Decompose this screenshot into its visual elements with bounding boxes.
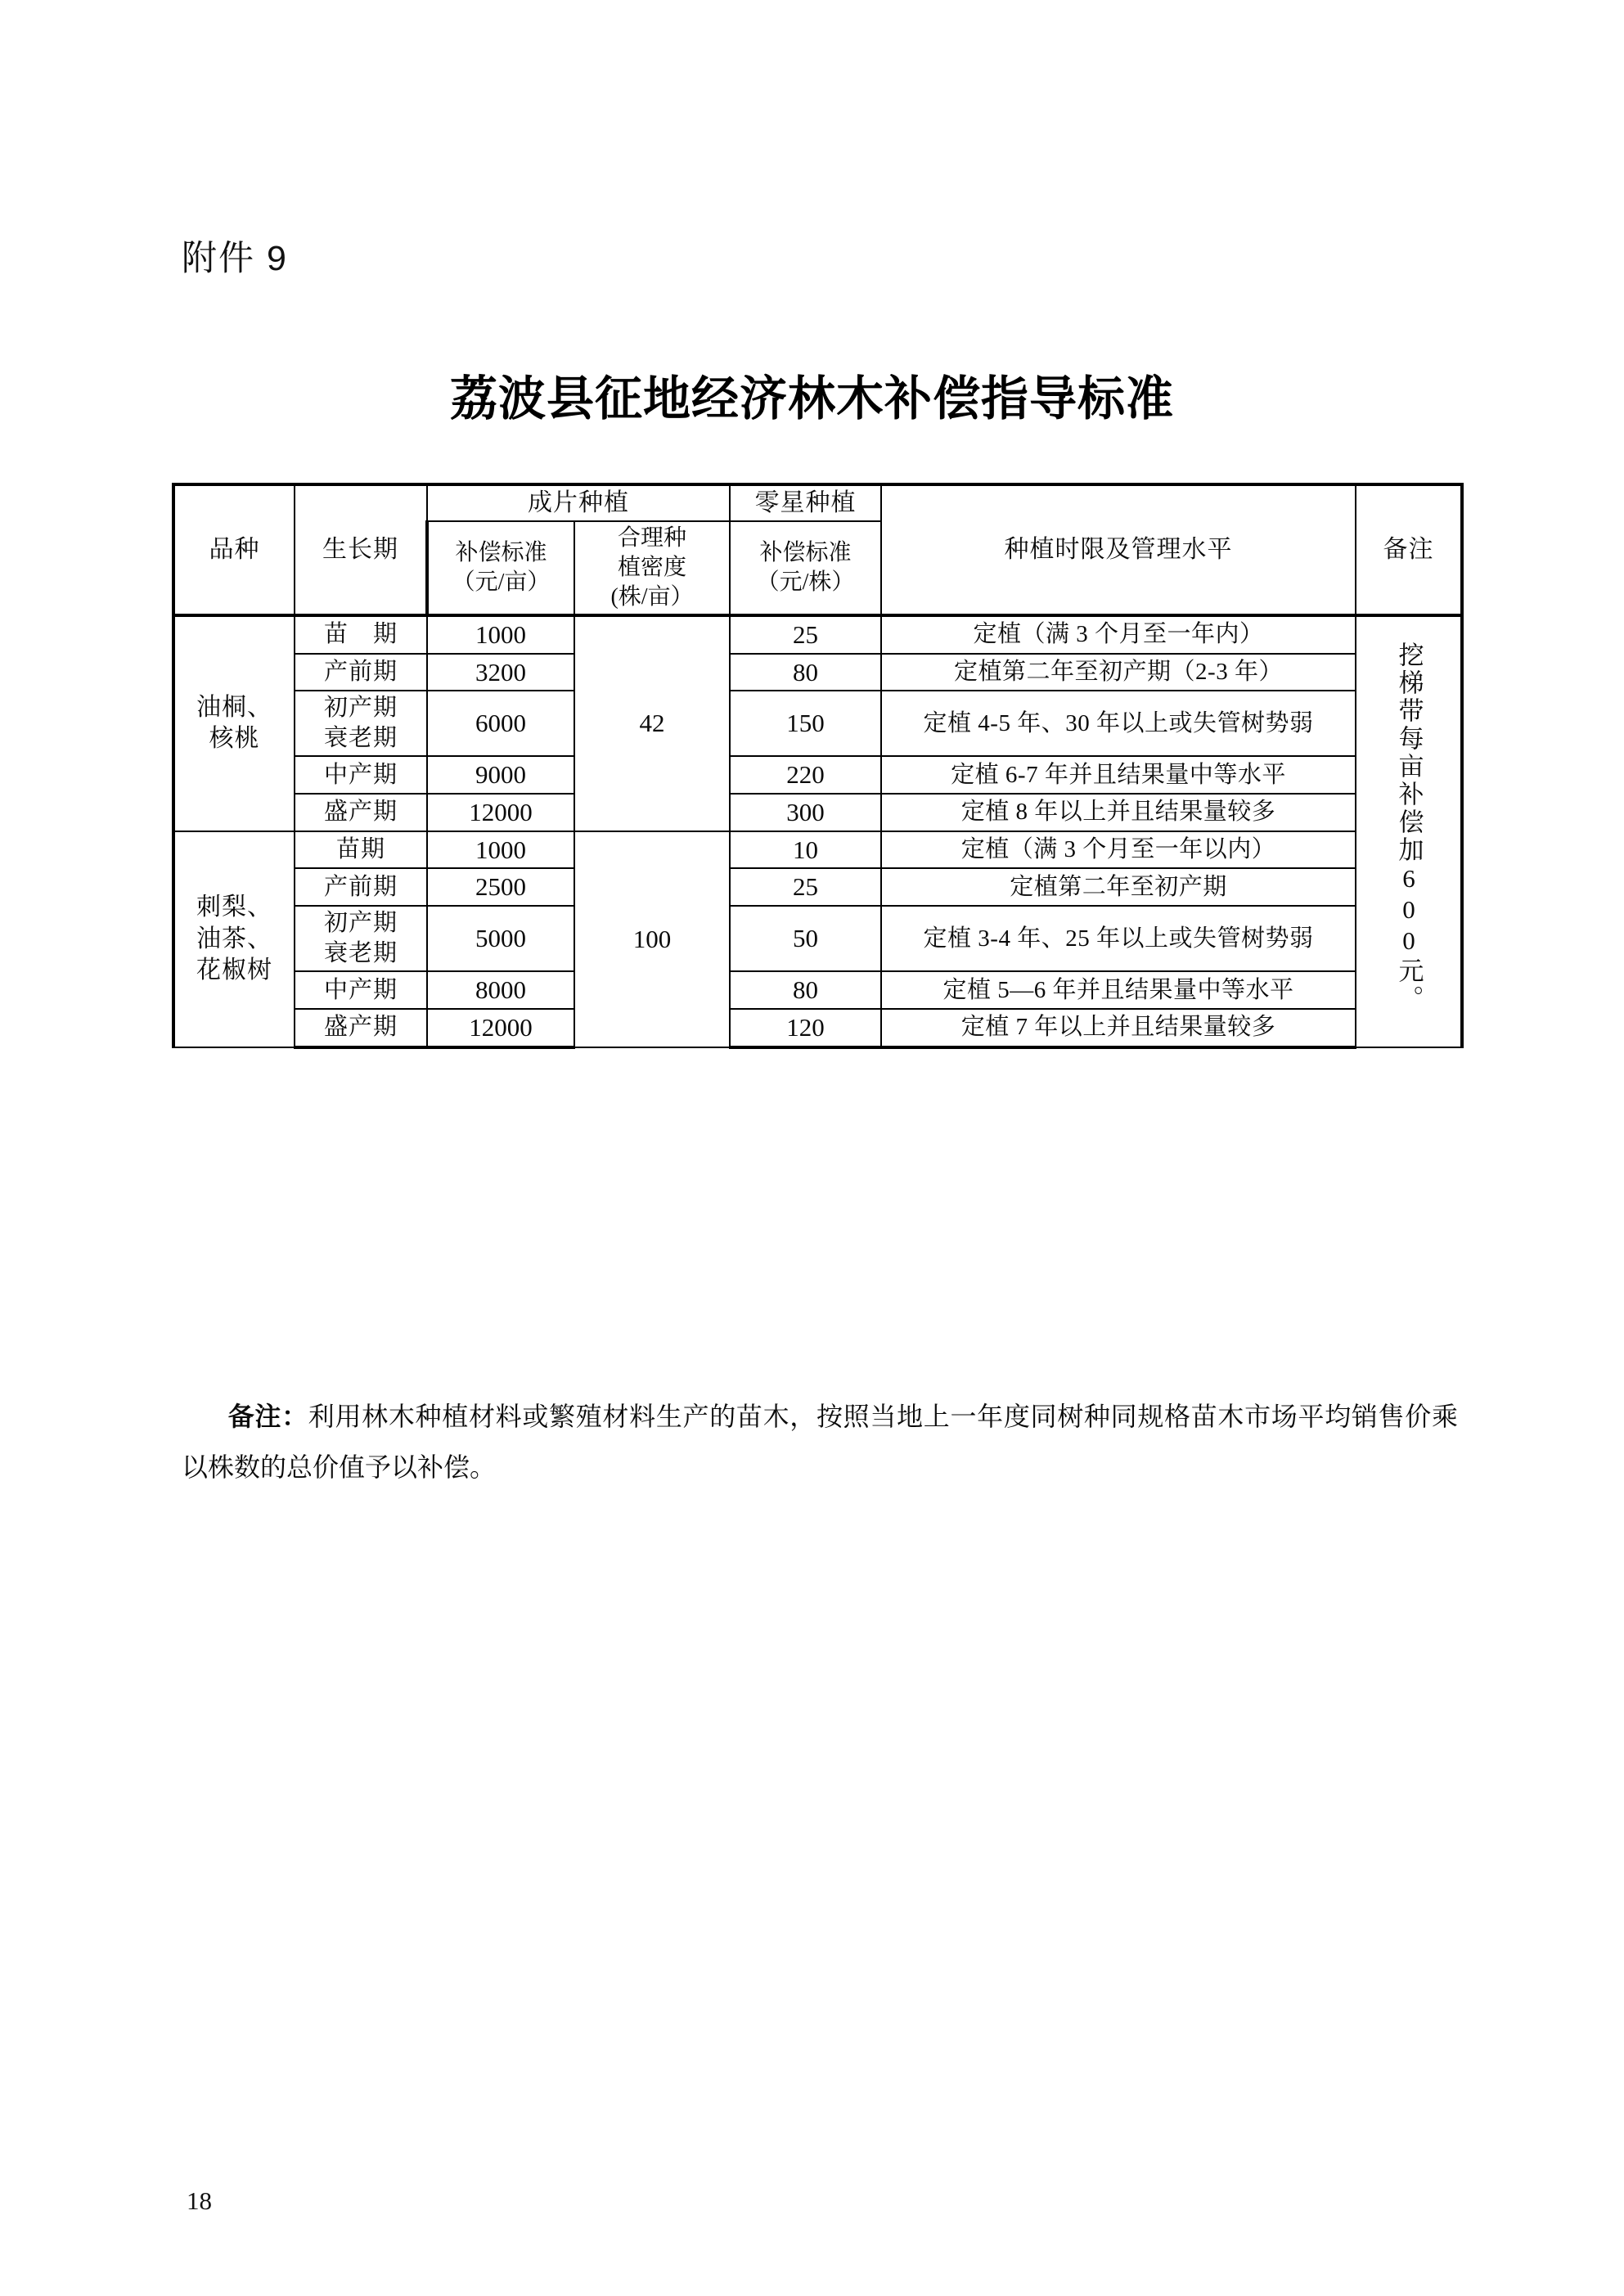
cell-block-standard: 12000 — [427, 794, 574, 831]
cell-stage — [295, 906, 427, 971]
cell-block-standard: 12000 — [427, 1009, 574, 1047]
cell-planting-period: 定植（满 3 个月至一年以内） — [881, 831, 1356, 869]
header-scattered-planting: 零星种植 — [730, 484, 881, 521]
table-row — [173, 971, 1462, 1009]
table-row — [173, 691, 1462, 756]
cell-block-standard: 9000 — [427, 756, 574, 794]
cell-scattered-standard: 120 — [730, 1009, 881, 1047]
page-title: 荔波县征地经济林木补偿指导标准 — [449, 372, 1174, 425]
cell-stage-line-2: 衰老期 — [323, 940, 398, 967]
species-line-2: 核桃 — [209, 725, 260, 753]
cell-block-standard: 3200 — [427, 654, 574, 691]
cell-scattered-standard: 300 — [730, 794, 881, 831]
cell-block-standard: 8000 — [427, 971, 574, 1009]
cell-scattered-standard: 25 — [730, 615, 881, 654]
cell-block-standard: 1000 — [427, 615, 574, 654]
cell-remark — [1356, 615, 1462, 1047]
cell-stage: 盛产期 — [295, 794, 427, 831]
cell-planting-period: 定植第二年至初产期 — [881, 868, 1356, 906]
cell-planting-period: 定植 7 年以上并且结果量较多 — [881, 1009, 1356, 1047]
cell-planting-period: 定植 4-5 年、30 年以上或失管树势弱 — [881, 691, 1356, 756]
attachment-label: 附件 9 — [182, 239, 288, 278]
header-density — [574, 521, 730, 615]
cell-planting-period: 定植 3-4 年、25 年以上或失管树势弱 — [881, 906, 1356, 971]
cell-stage: 产前期 — [295, 868, 427, 906]
header-growth-stage: 生长期 — [295, 484, 427, 615]
cell-stage: 苗 期 — [295, 615, 427, 654]
species-line-2: 油茶、 — [196, 925, 272, 952]
cell-stage — [295, 691, 427, 756]
cell-scattered-standard: 150 — [730, 691, 881, 756]
cell-planting-period: 定植 6-7 年并且结果量中等水平 — [881, 756, 1356, 794]
table-row — [173, 756, 1462, 794]
cell-planting-period: 定植 5—6 年并且结果量中等水平 — [881, 971, 1356, 1009]
table-row — [173, 654, 1462, 691]
header-density-line3: (株/亩） — [610, 584, 694, 610]
footnote-label: 备注： — [227, 1402, 308, 1431]
table-row — [173, 868, 1462, 906]
cell-block-standard: 2500 — [427, 868, 574, 906]
cell-stage: 盛产期 — [295, 1009, 427, 1047]
table-header-row-1 — [173, 484, 1462, 521]
header-block-planting: 成片种植 — [427, 484, 730, 521]
table-row — [173, 794, 1462, 831]
cell-planting-period: 定植 8 年以上并且结果量较多 — [881, 794, 1356, 831]
cell-planting-period: 定植第二年至初产期（2-3 年） — [881, 654, 1356, 691]
header-density-line1: 合理种 — [617, 525, 686, 551]
header-block-standard-line2: （元/亩） — [452, 569, 551, 596]
cell-block-standard: 6000 — [427, 691, 574, 756]
table-row — [173, 831, 1462, 869]
header-species: 品种 — [173, 484, 295, 615]
cell-density-group-2: 100 — [574, 831, 730, 1047]
species-line-1: 刺梨、 — [196, 894, 272, 921]
remark-vertical-text: 挖梯带每亩补偿加600元。 — [1394, 642, 1424, 1014]
header-scattered-standard — [730, 521, 881, 615]
species-line-1: 油桐、 — [196, 693, 272, 721]
cell-stage-line-1: 初产期 — [323, 695, 398, 722]
cell-stage: 苗期 — [295, 831, 427, 869]
cell-scattered-standard: 10 — [730, 831, 881, 869]
header-density-line2: 植密度 — [617, 555, 686, 581]
footnote — [182, 1391, 1458, 1493]
cell-stage: 中产期 — [295, 971, 427, 1009]
cell-scattered-standard: 80 — [730, 971, 881, 1009]
cell-scattered-standard: 80 — [730, 654, 881, 691]
compensation-table-wrapper — [172, 483, 1460, 1049]
header-block-standard — [427, 521, 574, 615]
header-scattered-standard-line1: 补偿标准 — [759, 540, 852, 566]
footnote-text: 利用林木种植材料或繁殖材料生产的苗木，按照当地上一年度同树种同规格苗木市场平均销售价乘以株数的总价值予以补偿。 — [182, 1402, 1458, 1483]
header-block-standard-line1: 补偿标准 — [455, 540, 547, 566]
table-row — [173, 615, 1462, 654]
cell-stage-line-2: 衰老期 — [323, 725, 398, 752]
cell-stage: 中产期 — [295, 756, 427, 794]
compensation-table — [172, 483, 1464, 1049]
cell-stage: 产前期 — [295, 654, 427, 691]
table-row — [173, 906, 1462, 971]
cell-species-group-1 — [173, 615, 295, 831]
cell-density-group-1: 42 — [574, 615, 730, 831]
page-number: 18 — [187, 2186, 212, 2215]
cell-stage-line-1: 初产期 — [323, 910, 398, 937]
header-remark: 备注 — [1356, 484, 1462, 615]
cell-scattered-standard: 220 — [730, 756, 881, 794]
header-scattered-standard-line2: （元/株） — [756, 569, 855, 596]
cell-planting-period: 定植（满 3 个月至一年内） — [881, 615, 1356, 654]
table-row — [173, 1009, 1462, 1047]
header-planting-period: 种植时限及管理水平 — [881, 484, 1356, 615]
cell-scattered-standard: 25 — [730, 868, 881, 906]
cell-block-standard: 5000 — [427, 906, 574, 971]
species-line-3: 花椒树 — [196, 956, 272, 984]
cell-species-group-2 — [173, 831, 295, 1047]
cell-scattered-standard: 50 — [730, 906, 881, 971]
cell-block-standard: 1000 — [427, 831, 574, 869]
